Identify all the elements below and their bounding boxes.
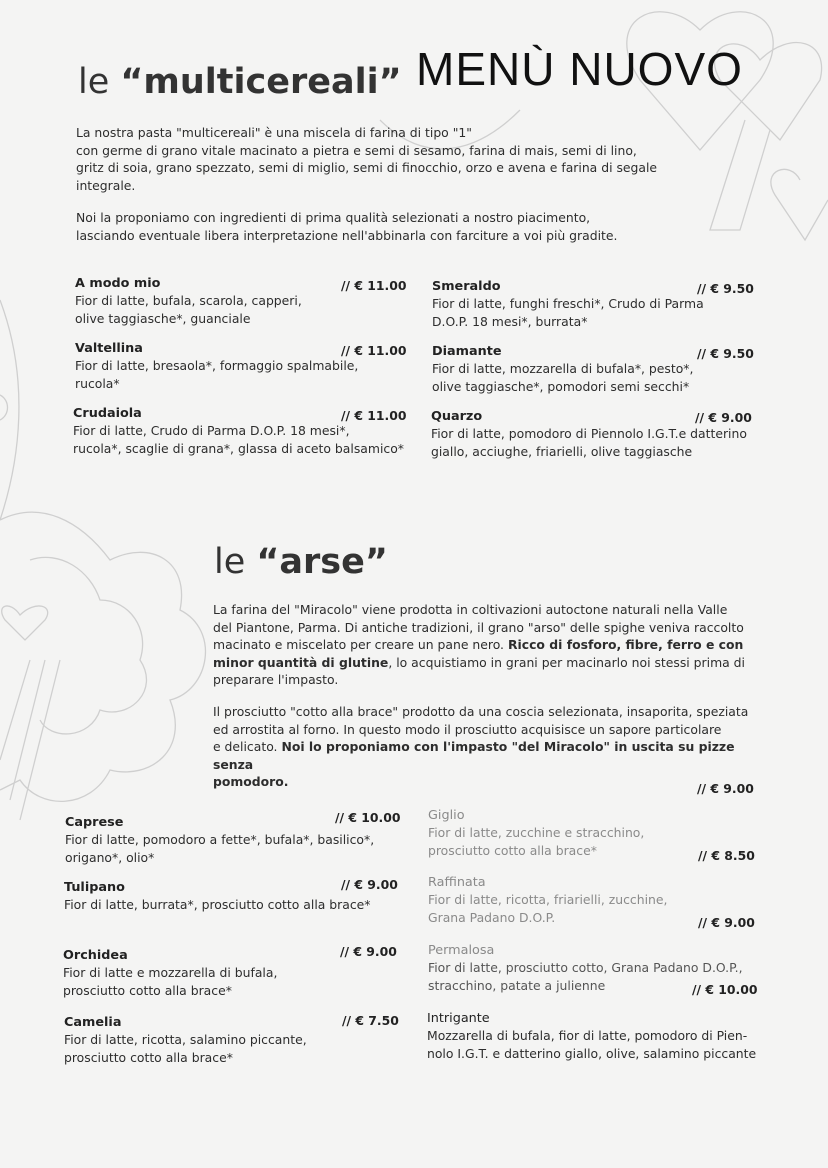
item-desc: olive taggiasche*, pomodori semi secchi* xyxy=(432,378,690,394)
item-desc: Fior di latte, ricotta, salamino piccante, xyxy=(64,1032,307,1047)
item-name: Intrigante xyxy=(427,1011,490,1026)
para-line: e delicato. xyxy=(213,739,278,754)
item-desc: D.O.P. 18 mesi*, burrata* xyxy=(432,313,588,329)
item-desc: Fior di latte e mozzarella di bufala, xyxy=(63,965,278,980)
arse-paragraph-2 xyxy=(213,703,773,791)
item-name: Giglio xyxy=(428,808,465,823)
para-bold: pomodoro. xyxy=(213,774,289,789)
item-price: // € 11.00 xyxy=(341,408,407,423)
item-price: // € 9.00 xyxy=(698,915,755,930)
section-title-arse xyxy=(214,542,388,582)
item-desc: nolo I.G.T. e datterino giallo, olive, salamino piccante xyxy=(427,1045,757,1061)
item-name: Caprese xyxy=(65,815,124,830)
arse-paragraph-1 xyxy=(213,601,773,689)
item-desc: Fior di latte, bresaola*, formaggio spalmabile, xyxy=(75,358,359,373)
title-prefix: le xyxy=(78,62,110,102)
item-desc: Fior di latte, pomodoro di Piennolo I.G.T.e datterino xyxy=(431,426,747,441)
para-line: preparare l'impasto. xyxy=(213,672,339,687)
item-price: // € 8.50 xyxy=(698,848,755,863)
item-price: // € 11.00 xyxy=(341,343,407,358)
intro-line: La nostra pasta "multicereali" è una miscela di farina di tipo "1" xyxy=(76,125,472,140)
para-line: ed arrostita al forno. In questo modo il prosciutto acquisisce un sapore particolare xyxy=(213,721,722,737)
item-desc: rucola*, scaglie di grana*, glassa di aceto balsamico* xyxy=(73,440,404,456)
item-desc: Grana Padano D.O.P. xyxy=(428,909,556,925)
item-desc: Mozzarella di bufala, fior di latte, pomodoro di Pien- xyxy=(427,1028,748,1043)
menu-item-intrigante xyxy=(427,1010,772,1062)
para-bold: minor quantità di glutine xyxy=(213,654,389,670)
item-desc: Fior di latte, Crudo di Parma D.O.P. 18 mesi*, xyxy=(73,423,350,438)
item-desc: Fior di latte, pomodoro a fette*, bufala*, basilico*, xyxy=(65,832,375,847)
intro-line: Noi la proponiamo con ingredienti di prima qualità selezionati a nostro piacimento, xyxy=(76,210,591,225)
item-price: // € 9.00 xyxy=(697,781,754,796)
multicereali-intro xyxy=(76,124,657,194)
para-line: , lo acquistiamo in grani per macinarlo noi stessi prima di xyxy=(388,654,745,670)
item-price: // € 10.00 xyxy=(335,810,401,825)
section-title-multicereali xyxy=(78,62,402,102)
item-name: Quarzo xyxy=(431,409,483,424)
item-price: // € 9.00 xyxy=(695,410,752,425)
intro-line: con germe di grano vitale macinato a pietra e semi di sesamo, farina di mais, semi di lino, xyxy=(76,142,637,158)
para-bold: Ricco di fosforo, fibre, ferro e con xyxy=(507,637,744,652)
item-desc: Fior di latte, zucchine e stracchino, xyxy=(428,825,645,840)
para-line: Il prosciutto "cotto alla brace" prodotto da una coscia selezionata, insaporita, speziata xyxy=(213,704,749,719)
new-menu-stamp: MENÙ NUOVO xyxy=(416,43,743,95)
item-price: // € 7.50 xyxy=(342,1013,399,1028)
item-desc: Fior di latte, mozzarella di bufala*, pesto*, xyxy=(432,361,694,376)
title-main: “multicereali” xyxy=(120,62,402,102)
item-price: // € 9.00 xyxy=(341,877,398,892)
item-name: Tulipano xyxy=(64,880,125,895)
item-name: Camelia xyxy=(64,1015,122,1030)
item-name: Smeraldo xyxy=(432,279,501,294)
item-desc: Fior di latte, funghi freschi*, Crudo di Parma xyxy=(432,296,704,311)
item-name: Orchidea xyxy=(63,948,128,963)
item-name: Raffinata xyxy=(428,875,486,890)
item-desc: rucola* xyxy=(75,375,120,391)
para-line: macinato e miscelato per creare un pane nero. xyxy=(213,637,504,652)
item-desc: olive taggiasche*, guanciale xyxy=(75,310,251,326)
item-price: // € 9.50 xyxy=(697,346,754,361)
item-desc: Fior di latte, bufala, scarola, capperi, xyxy=(75,293,302,308)
para-line: La farina del "Miracolo" viene prodotta in coltivazioni autoctone naturali nella Valle xyxy=(213,602,728,617)
item-price: // € 9.00 xyxy=(340,944,397,959)
item-name: Crudaiola xyxy=(73,406,142,421)
item-desc: Fior di latte, prosciutto cotto, Grana Padano D.O.P., xyxy=(428,960,743,975)
item-desc: prosciutto cotto alla brace* xyxy=(428,842,597,858)
item-name: Valtellina xyxy=(75,341,143,356)
item-price: // € 10.00 xyxy=(692,982,758,997)
item-price: // € 9.50 xyxy=(697,281,754,296)
item-desc: prosciutto cotto alla brace* xyxy=(63,982,232,998)
intro-line: lasciando eventuale libera interpretazione nell'abbinarla con farciture a voi più gradite. xyxy=(76,227,618,243)
item-desc: stracchino, patate a julienne xyxy=(428,977,606,993)
item-name: Diamante xyxy=(432,344,502,359)
title-prefix: le xyxy=(214,542,246,582)
item-desc: prosciutto cotto alla brace* xyxy=(64,1049,233,1065)
item-name: A modo mio xyxy=(75,276,161,291)
title-main: “arse” xyxy=(256,542,388,582)
item-desc: Fior di latte, burrata*, prosciutto cotto alla brace* xyxy=(64,897,371,912)
item-desc: giallo, acciughe, friarielli, olive taggiasche xyxy=(431,443,693,459)
intro-line: gritz di soia, grano spezzato, semi di miglio, semi di finocchio, orzo e avena e farina di segale xyxy=(76,160,658,175)
item-name: Permalosa xyxy=(428,943,495,958)
item-desc: origano*, olio* xyxy=(65,849,155,865)
para-line: del Piantone, Parma. Di antiche tradizioni, il grano "arso" delle spighe veniva raccolto xyxy=(213,619,744,635)
para-bold: Noi lo proponiamo con l'impasto "del Miracolo" in uscita su pizze senza xyxy=(213,739,735,772)
multicereali-intro-2 xyxy=(76,209,617,244)
item-price: // € 11.00 xyxy=(341,278,407,293)
item-desc: Fior di latte, ricotta, friarielli, zucchine, xyxy=(428,892,668,907)
intro-line: integrale. xyxy=(76,177,136,193)
